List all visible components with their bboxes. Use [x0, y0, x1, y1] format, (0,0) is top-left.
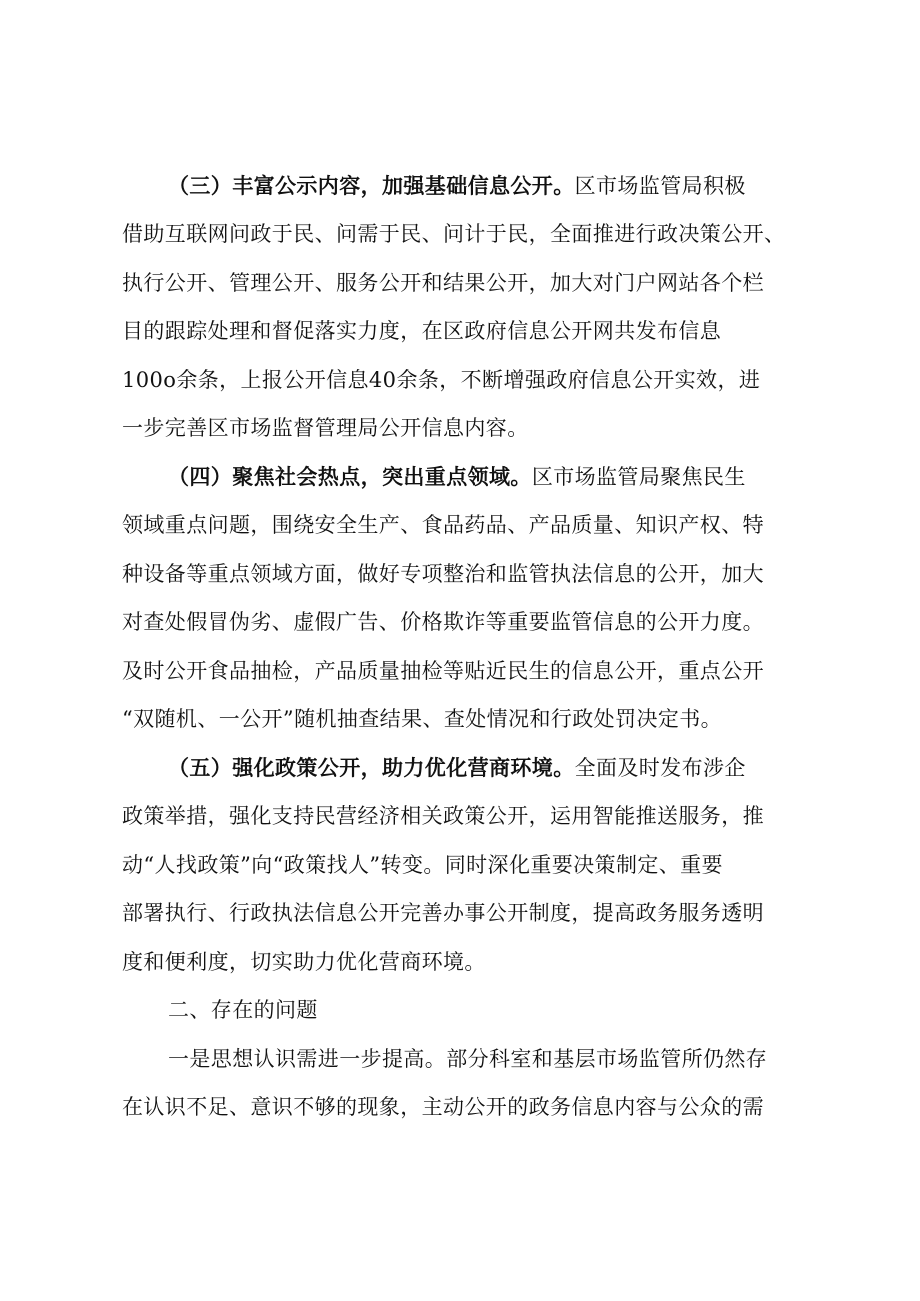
section3-line-4: 100o余条，上报公开信息40余条，不断增强政府信息公开实效，进	[122, 368, 761, 392]
section3-title: （三）丰富公示内容，加强基础信息公开。	[168, 174, 575, 198]
section4-line-5: “双随机、一公开”随机抽查结果、查处情况和行政处罚决定书。	[122, 707, 723, 731]
section4-line-3: 对查处假冒伪劣、虚假广告、价格欺诈等重要监管信息的公开力度。	[122, 610, 764, 634]
section5-line-4: 度和便利度，切实助力优化营商环境。	[122, 950, 486, 974]
section5-title: （五）强化政策公开，助力优化营商环境。	[168, 756, 575, 780]
section3-line-5: 一步完善区市场监督管理局公开信息内容。	[122, 416, 529, 440]
section5-line-3: 部署执行、行政执法信息公开完善办事公开制度，提高政务服务透明	[122, 901, 764, 925]
section3-line-1: 借助互联网问政于民、问需于民、问计于民，全面推进行政决策公开、	[122, 222, 786, 246]
section5-line-1: 政策举措，强化支持民营经济相关政策公开，运用智能推送服务，推	[122, 804, 764, 828]
section3-line-3: 目的跟踪处理和督促落实力度，在区政府信息公开网共发布信息	[122, 319, 722, 343]
section4-line-0: 区市场监管局聚焦民生	[531, 465, 746, 489]
section5-line-0: 全面及时发布涉企	[574, 756, 746, 780]
section3-first-line	[168, 171, 888, 201]
section5-first-line	[168, 753, 888, 783]
section4-line-1: 领域重点问题，围绕安全生产、食品药品、产品质量、知识产权、特	[122, 513, 764, 537]
section4-first-line	[168, 462, 888, 492]
problems-heading: 二、存在的问题	[168, 998, 318, 1022]
section4-line-4: 及时公开食品抽检，产品质量抽检等贴近民生的信息公开，重点公开	[122, 659, 764, 683]
section4-title: （四）聚焦社会热点，突出重点领域。	[168, 465, 532, 489]
section4-line-2: 种设备等重点领域方面，做好专项整治和监管执法信息的公开，加大	[122, 562, 764, 586]
section5-line-2: 动“人找政策”向“政策找人”转变。同时深化重要决策制定、重要	[122, 853, 723, 877]
section3-line-0: 区市场监管局积极	[574, 174, 746, 198]
problems-line-0: 一是思想认识需进一步提高。部分科室和基层市场监管所仍然存	[168, 1047, 768, 1071]
section3-line-2: 执行公开、管理公开、服务公开和结果公开，加大对门户网站各个栏	[122, 271, 764, 295]
problems-line-1: 在认识不足、意识不够的现象，主动公开的政务信息内容与公众的需	[122, 1095, 764, 1119]
